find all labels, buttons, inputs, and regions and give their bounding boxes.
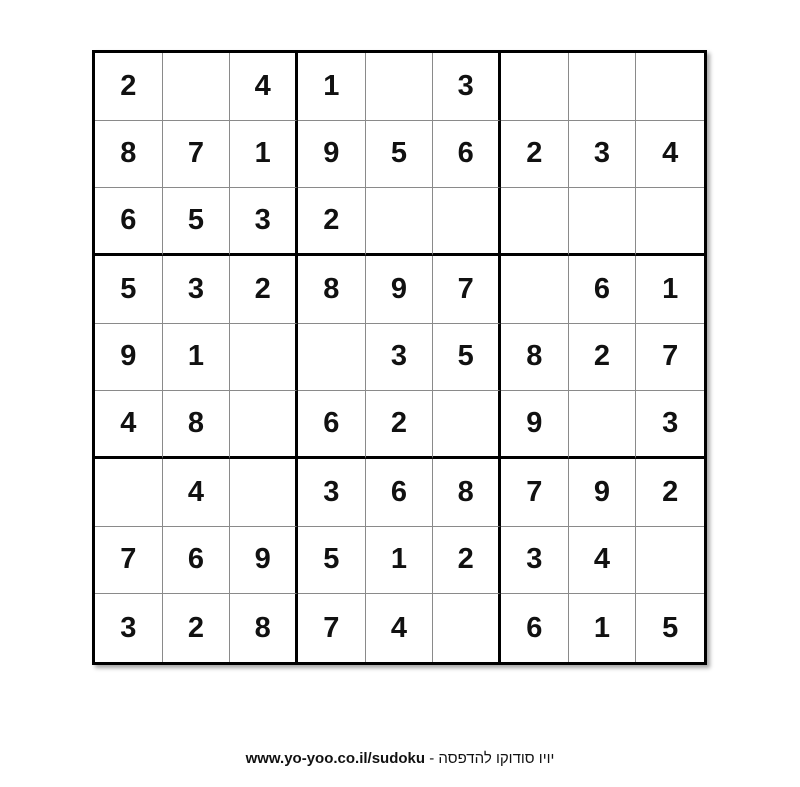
sudoku-cell[interactable]: 3 xyxy=(501,527,569,595)
sudoku-cell[interactable]: 2 xyxy=(366,391,434,459)
sudoku-cell[interactable] xyxy=(298,324,366,392)
sudoku-cell[interactable] xyxy=(433,188,501,256)
sudoku-cell[interactable]: 3 xyxy=(163,256,231,324)
sudoku-cell[interactable]: 8 xyxy=(230,594,298,662)
sudoku-cell[interactable]: 4 xyxy=(95,391,163,459)
sudoku-cell[interactable]: 1 xyxy=(366,527,434,595)
sudoku-cell[interactable]: 6 xyxy=(501,594,569,662)
sudoku-cell[interactable]: 5 xyxy=(95,256,163,324)
sudoku-cell[interactable]: 9 xyxy=(95,324,163,392)
sudoku-cell[interactable]: 4 xyxy=(569,527,637,595)
sudoku-cell[interactable] xyxy=(569,391,637,459)
sudoku-cell[interactable] xyxy=(366,188,434,256)
sudoku-cell[interactable]: 8 xyxy=(501,324,569,392)
sudoku-cell[interactable] xyxy=(636,527,704,595)
sudoku-cell[interactable]: 8 xyxy=(298,256,366,324)
sudoku-cell[interactable]: 3 xyxy=(95,594,163,662)
sudoku-cell[interactable]: 7 xyxy=(95,527,163,595)
sudoku-cell[interactable]: 6 xyxy=(298,391,366,459)
footer-caption: יויו סודוקו להדפסה xyxy=(438,750,555,767)
footer-url[interactable]: www.yo-yoo.co.il/sudoku xyxy=(245,750,426,767)
sudoku-cell[interactable]: 4 xyxy=(366,594,434,662)
sudoku-board xyxy=(92,50,707,665)
sudoku-cell[interactable]: 7 xyxy=(501,459,569,527)
sudoku-cell[interactable] xyxy=(636,188,704,256)
sudoku-cell[interactable] xyxy=(501,188,569,256)
sudoku-cell[interactable]: 2 xyxy=(501,121,569,189)
sudoku-cell[interactable]: 8 xyxy=(433,459,501,527)
sudoku-cell[interactable]: 1 xyxy=(569,594,637,662)
sudoku-cell[interactable]: 9 xyxy=(569,459,637,527)
footer xyxy=(0,750,800,767)
sudoku-cell[interactable]: 7 xyxy=(298,594,366,662)
sudoku-cell[interactable]: 3 xyxy=(230,188,298,256)
sudoku-cell[interactable]: 3 xyxy=(433,53,501,121)
sudoku-cell[interactable]: 8 xyxy=(163,391,231,459)
sudoku-cell[interactable]: 1 xyxy=(230,121,298,189)
sudoku-cell[interactable]: 9 xyxy=(230,527,298,595)
sudoku-cell[interactable]: 2 xyxy=(163,594,231,662)
sudoku-cell[interactable] xyxy=(636,53,704,121)
sudoku-cell[interactable] xyxy=(230,324,298,392)
sudoku-cell[interactable]: 6 xyxy=(569,256,637,324)
sudoku-cell[interactable]: 2 xyxy=(230,256,298,324)
sudoku-cell[interactable]: 1 xyxy=(163,324,231,392)
sudoku-cell[interactable] xyxy=(366,53,434,121)
sudoku-cell[interactable]: 8 xyxy=(95,121,163,189)
sudoku-cell[interactable] xyxy=(569,188,637,256)
sudoku-cell[interactable] xyxy=(433,594,501,662)
sudoku-cell[interactable]: 1 xyxy=(298,53,366,121)
sudoku-cell[interactable]: 2 xyxy=(433,527,501,595)
sudoku-cell[interactable]: 9 xyxy=(501,391,569,459)
sudoku-cell[interactable]: 3 xyxy=(298,459,366,527)
sudoku-cell[interactable]: 2 xyxy=(636,459,704,527)
sudoku-cell[interactable]: 4 xyxy=(230,53,298,121)
sudoku-cell[interactable]: 6 xyxy=(366,459,434,527)
sudoku-cell[interactable] xyxy=(230,391,298,459)
sudoku-cell[interactable]: 3 xyxy=(569,121,637,189)
footer-separator: - xyxy=(425,750,439,767)
sudoku-cell[interactable]: 2 xyxy=(569,324,637,392)
sudoku-cell[interactable]: 3 xyxy=(636,391,704,459)
sudoku-cell[interactable]: 9 xyxy=(298,121,366,189)
sudoku-cell[interactable]: 5 xyxy=(366,121,434,189)
sudoku-cell[interactable]: 5 xyxy=(163,188,231,256)
sudoku-cell[interactable]: 1 xyxy=(636,256,704,324)
sudoku-cell[interactable]: 5 xyxy=(298,527,366,595)
sudoku-cell[interactable]: 2 xyxy=(298,188,366,256)
sudoku-cell[interactable]: 5 xyxy=(433,324,501,392)
sudoku-cell[interactable]: 7 xyxy=(163,121,231,189)
sudoku-cell[interactable] xyxy=(501,53,569,121)
sudoku-cell[interactable] xyxy=(95,459,163,527)
sudoku-cell[interactable]: 6 xyxy=(433,121,501,189)
sudoku-cell[interactable] xyxy=(163,53,231,121)
sudoku-cell[interactable] xyxy=(569,53,637,121)
sudoku-cell[interactable]: 9 xyxy=(366,256,434,324)
sudoku-cell[interactable]: 7 xyxy=(433,256,501,324)
sudoku-cell[interactable] xyxy=(230,459,298,527)
sudoku-cell[interactable]: 2 xyxy=(95,53,163,121)
sudoku-cell[interactable]: 6 xyxy=(163,527,231,595)
sudoku-cell[interactable] xyxy=(433,391,501,459)
sudoku-cell[interactable]: 4 xyxy=(636,121,704,189)
sudoku-cell[interactable]: 4 xyxy=(163,459,231,527)
sudoku-cell[interactable] xyxy=(501,256,569,324)
sudoku-cell[interactable]: 6 xyxy=(95,188,163,256)
sudoku-cell[interactable]: 5 xyxy=(662,611,679,644)
sudoku-cell[interactable]: 3 xyxy=(366,324,434,392)
sudoku-cell[interactable]: 7 xyxy=(636,324,704,392)
